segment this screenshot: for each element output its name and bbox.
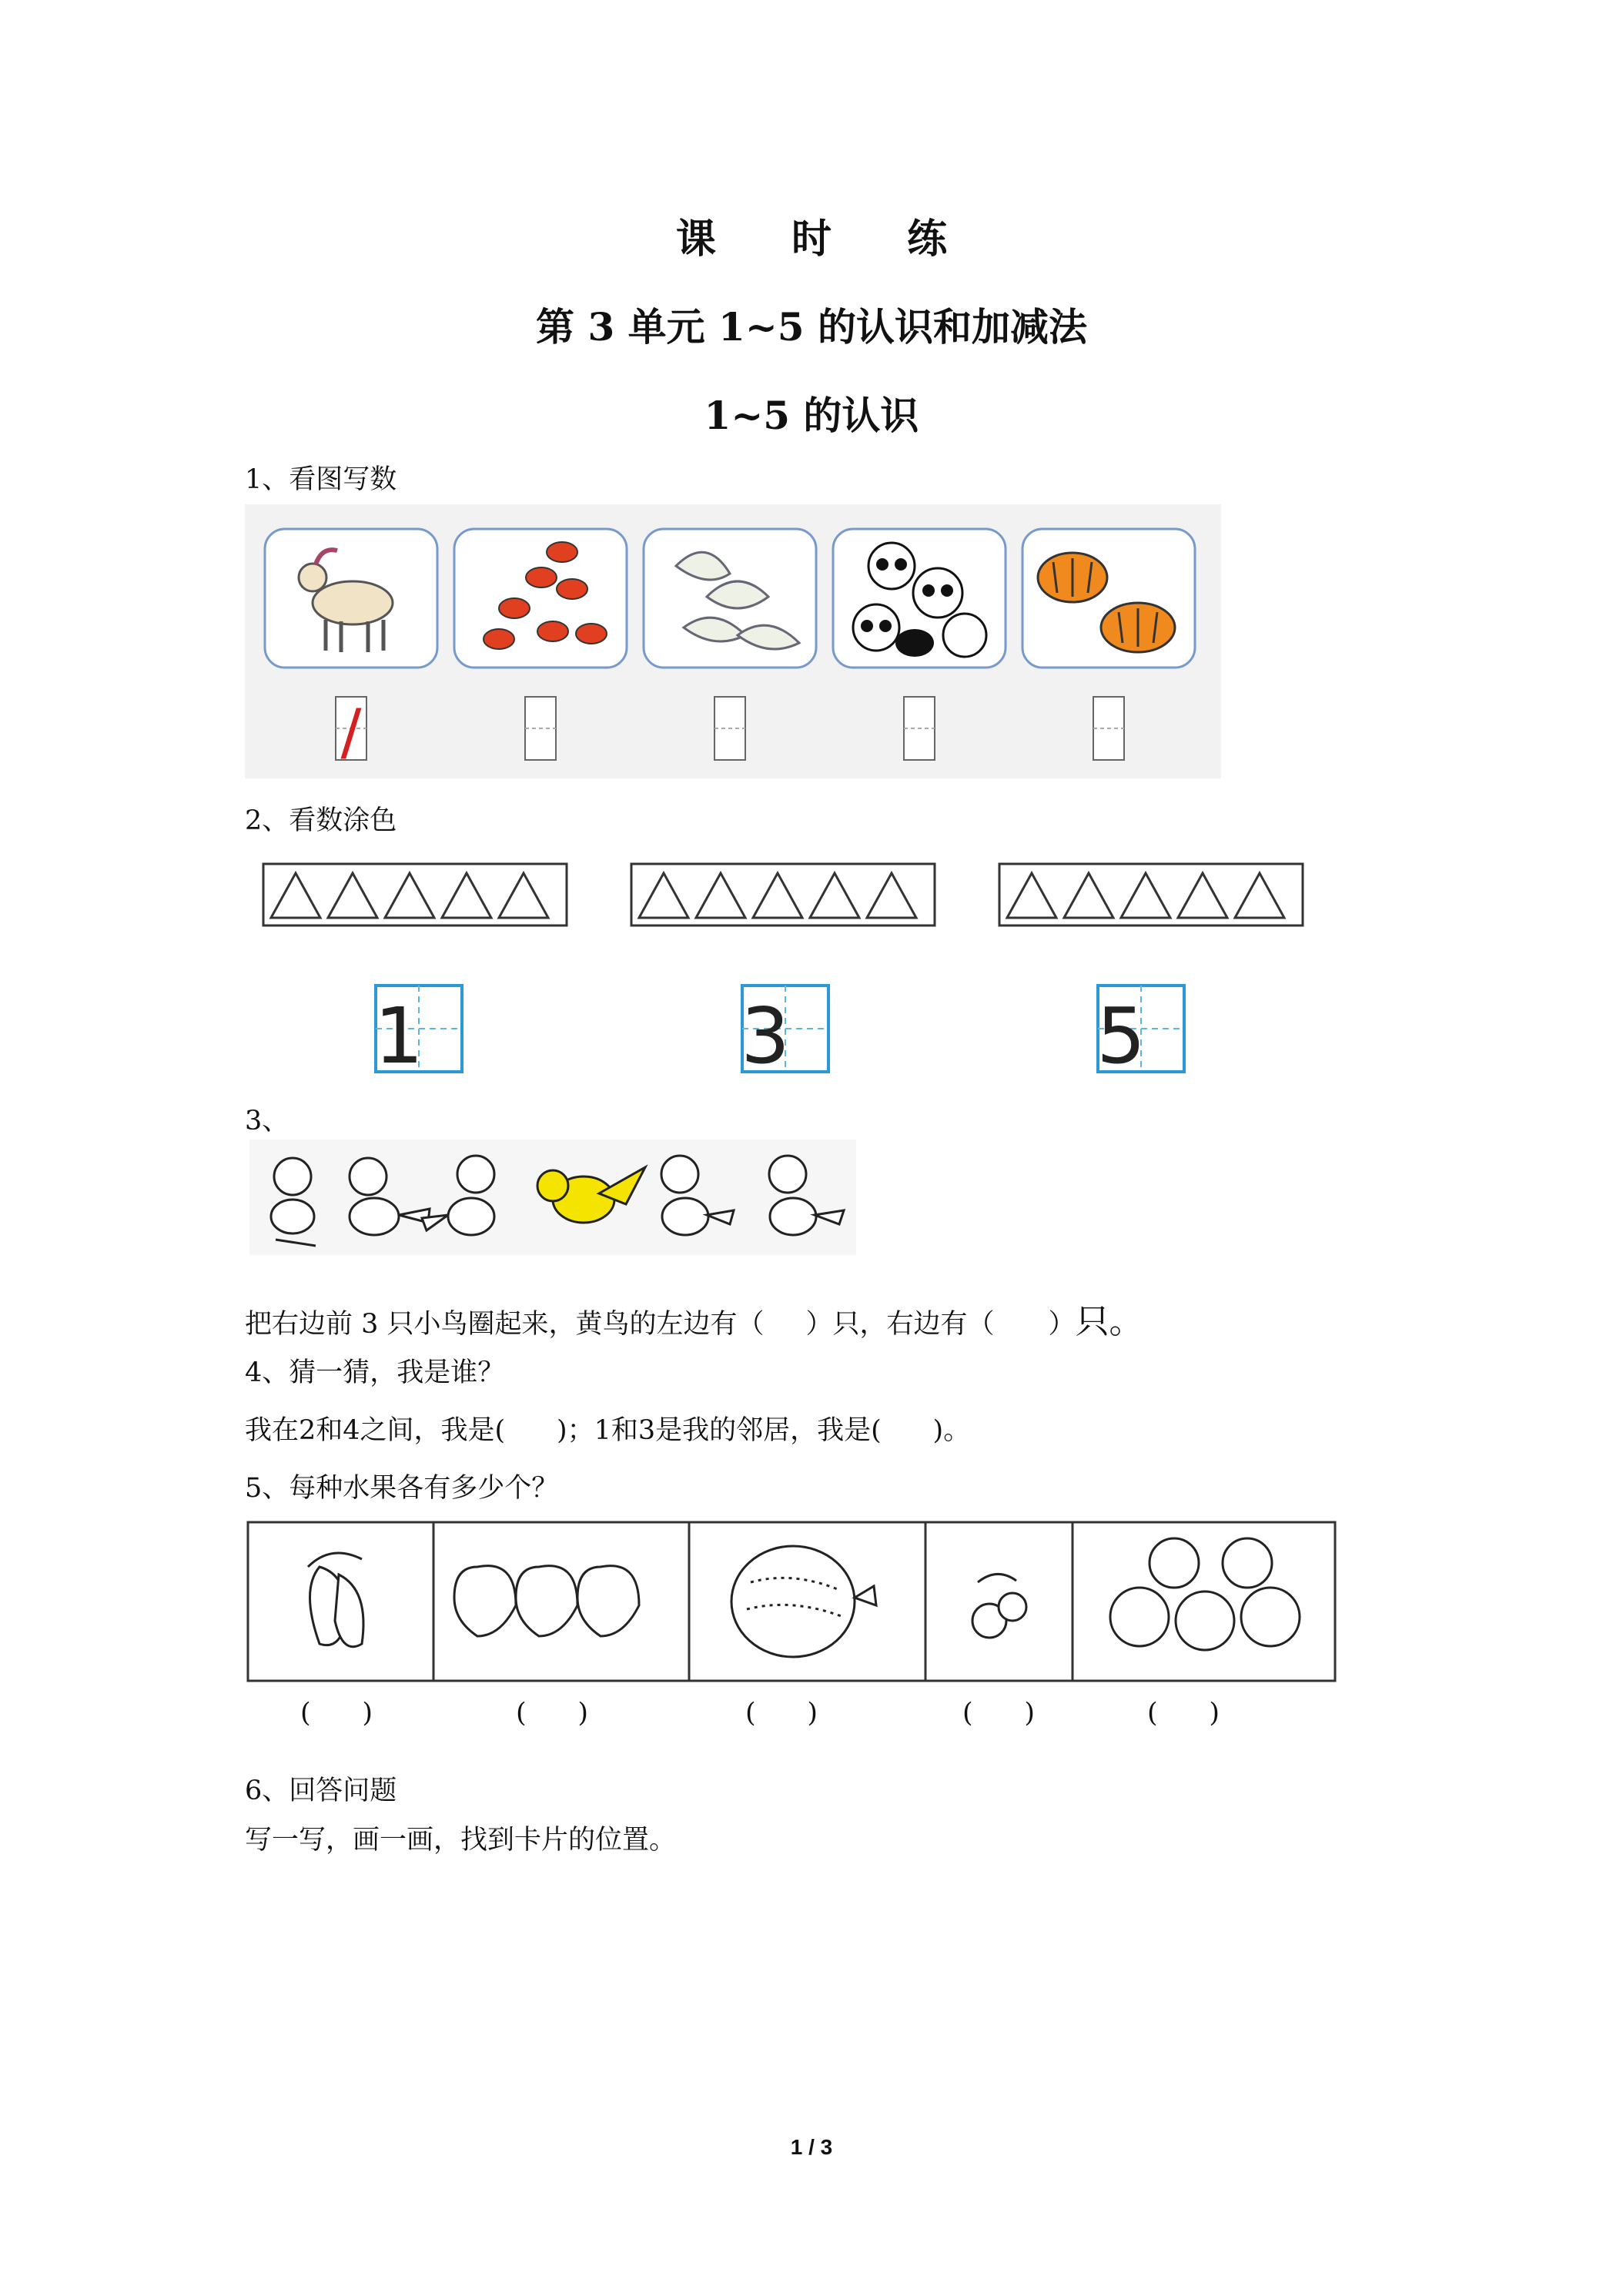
birds-row	[245, 1140, 861, 1255]
q5-answer-4[interactable]: ( )	[962, 1698, 1036, 1729]
q3-question	[245, 1294, 1143, 1343]
fruit-table	[246, 1521, 1340, 1682]
q1-answer-box[interactable]	[904, 697, 935, 760]
q1-answer-box[interactable]	[525, 697, 556, 760]
triangle-row	[263, 864, 567, 925]
q1-animal-panel	[245, 504, 1221, 778]
birds-card	[644, 529, 816, 668]
q5-answer-5[interactable]: ( )	[1147, 1698, 1220, 1729]
number-5: 5	[1096, 991, 1146, 1081]
q6-heading: 6、回答问题	[245, 1776, 397, 1806]
q5-answer-2[interactable]: ( )	[516, 1698, 589, 1729]
q3-text-a: 把右边前 3 只小鸟圈起来，黄鸟的左边有（	[245, 1309, 765, 1340]
q1-heading: 1、看图写数	[245, 464, 397, 495]
triangle-row	[999, 864, 1303, 925]
lesson-title: 1~5 的认识	[704, 393, 919, 438]
sample-answer: /	[340, 696, 362, 768]
q5-answer-1[interactable]: ( )	[300, 1698, 373, 1729]
number-box-5	[1096, 986, 1184, 1081]
number-3: 3	[741, 991, 790, 1081]
q4-text: 我在2和4之间，我是( )；1和3是我的邻居，我是( )。	[245, 1415, 971, 1446]
q2-coloring-panel	[260, 861, 1307, 1092]
q3-text-c: ）	[1048, 1309, 1076, 1340]
q5-answer-3[interactable]: ( )	[745, 1698, 818, 1729]
strawberry-icon	[454, 1566, 639, 1636]
q1-answer-box[interactable]	[1093, 697, 1124, 760]
q1-answer-box[interactable]	[336, 696, 366, 768]
q6-text: 写一写，画一画，找到卡片的位置。	[245, 1825, 677, 1856]
tigers-card	[1022, 529, 1195, 668]
bees-card	[454, 529, 627, 668]
q5-heading: 5、每种水果各有多少个？	[245, 1473, 559, 1504]
triangle-row	[631, 864, 935, 925]
q3-heading: 3、	[245, 1106, 289, 1136]
number-box-1	[374, 986, 462, 1081]
number-1: 1	[374, 991, 423, 1081]
q1-answer-box[interactable]	[714, 697, 745, 760]
goat-card	[265, 529, 437, 668]
q3-text-b: ）只，右边有（	[805, 1309, 995, 1340]
q2-heading: 2、看数涂色	[245, 805, 397, 836]
number-box-3	[741, 986, 828, 1081]
page-number: 1 / 3	[790, 2135, 833, 2159]
pandas-card	[833, 529, 1006, 668]
page-title: 课 时 练	[675, 216, 979, 263]
unit-title: 第 3 单元 1~5 的认识和加减法	[536, 304, 1087, 350]
q4-heading: 4、猜一猜，我是谁？	[245, 1357, 505, 1388]
q3-text-d: 只。	[1075, 1303, 1143, 1340]
